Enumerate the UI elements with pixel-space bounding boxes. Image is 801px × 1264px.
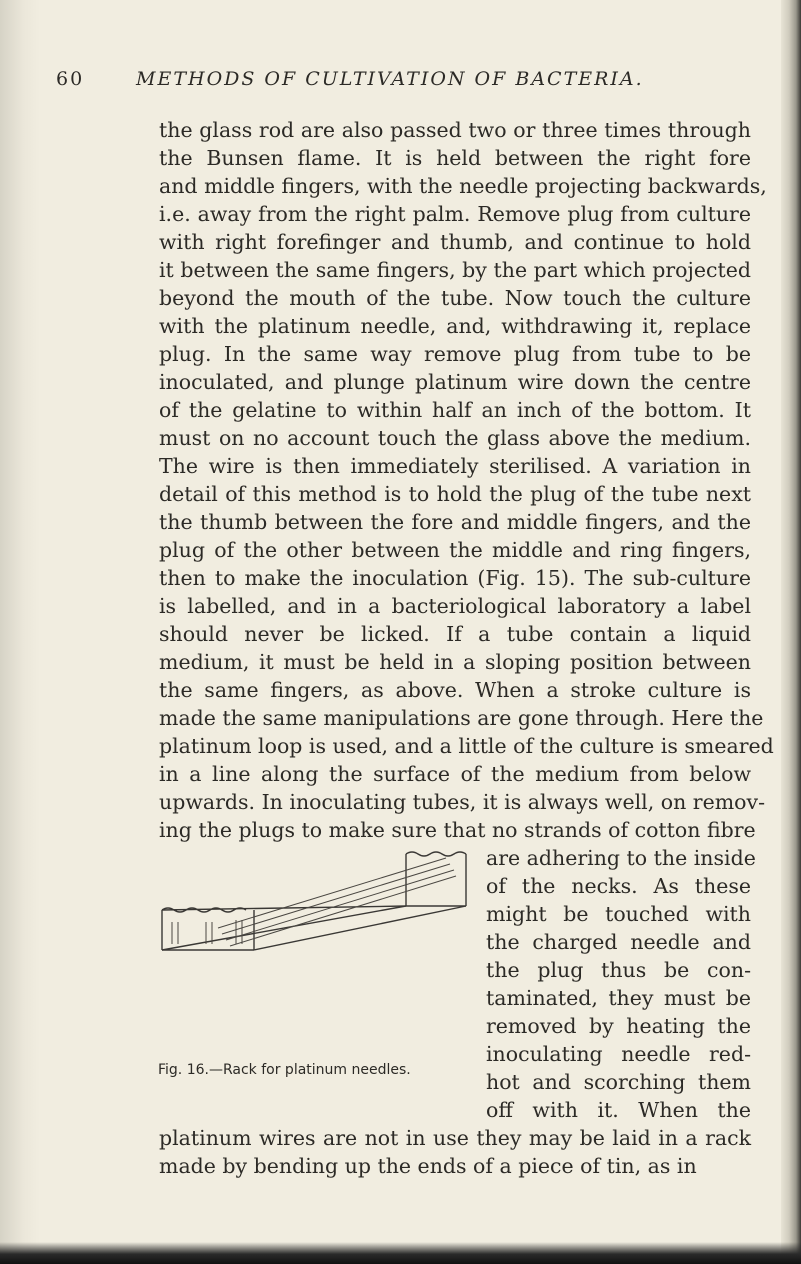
text-line: with the platinum needle, and, withdrawing it, replace [159,314,751,338]
figure-caption: Fig. 16.—Rack for platinum needles. [158,1062,411,1078]
text-line: the plug thus be con- [486,958,751,982]
text-line: i.e. away from the right palm. Remove plug from culture [159,202,751,226]
text-line: off with it. When the [486,1098,751,1122]
text-line: is labelled, and in a bacteriological laboratory a label [159,594,751,618]
page-number: 60 [56,68,85,90]
page-left-shadow [0,0,40,1264]
text-line: the same fingers, as above. When a stroke culture is [159,678,751,702]
text-line: medium, it must be held in a sloping position between [159,650,751,674]
text-line: the Bunsen flame. It is held between the right fore [159,146,751,170]
text-line: made by bending up the ends of a piece of tin, as in [159,1154,697,1178]
text-line: beyond the mouth of the tube. Now touch the culture [159,286,751,310]
text-line: of the necks. As these [486,874,751,898]
book-spine-edge [781,0,801,1264]
text-line: must on no account touch the glass above the medium. [159,426,751,450]
text-line: inoculating needle red- [486,1042,751,1066]
text-line: taminated, they must be [486,986,751,1010]
text-line: are adhering to the inside [486,846,756,870]
text-line: plug of the other between the middle and ring fingers, [159,538,751,562]
text-line: the glass rod are also passed two or three times through [159,118,751,142]
text-line: ing the plugs to make sure that no strands of cotton fibre [159,818,756,842]
text-line: platinum loop is used, and a little of the culture is smeared [159,734,774,758]
text-line: upwards. In inoculating tubes, it is always well, on remov- [159,790,766,814]
text-line: plug. In the same way remove plug from tube to be [159,342,751,366]
text-line: might be touched with [486,902,751,926]
text-line: The wire is then immediately sterilised. A variation in [159,454,751,478]
figure-needle-rack [158,850,484,956]
text-line: it between the same fingers, by the part which projected [159,258,751,282]
text-line: inoculated, and plunge platinum wire down the centre [159,370,751,394]
text-line: then to make the inoculation (Fig. 15). The sub-culture [159,566,751,590]
needle-rack-illustration [158,850,484,956]
running-title: METHODS OF CULTIVATION OF BACTERIA. [136,68,644,90]
scan-bottom-edge [0,1242,801,1264]
text-line: the thumb between the fore and middle fingers, and the [159,510,751,534]
text-line: the charged needle and [486,930,751,954]
text-line: removed by heating the [486,1014,751,1038]
text-line: of the gelatine to within half an inch of the bottom. It [159,398,751,422]
text-line: and middle fingers, with the needle projecting backwards, [159,174,767,198]
text-line: detail of this method is to hold the plug of the tube next [159,482,751,506]
text-line: platinum wires are not in use they may be laid in a rack [159,1126,751,1150]
page-header [56,68,746,92]
text-line: hot and scorching them [486,1070,751,1094]
text-line: with right forefinger and thumb, and continue to hold [159,230,751,254]
text-line: made the same manipulations are gone through. Here the [159,706,764,730]
text-line: should never be licked. If a tube contain a liquid [159,622,751,646]
text-line: in a line along the surface of the medium from below [159,762,751,786]
